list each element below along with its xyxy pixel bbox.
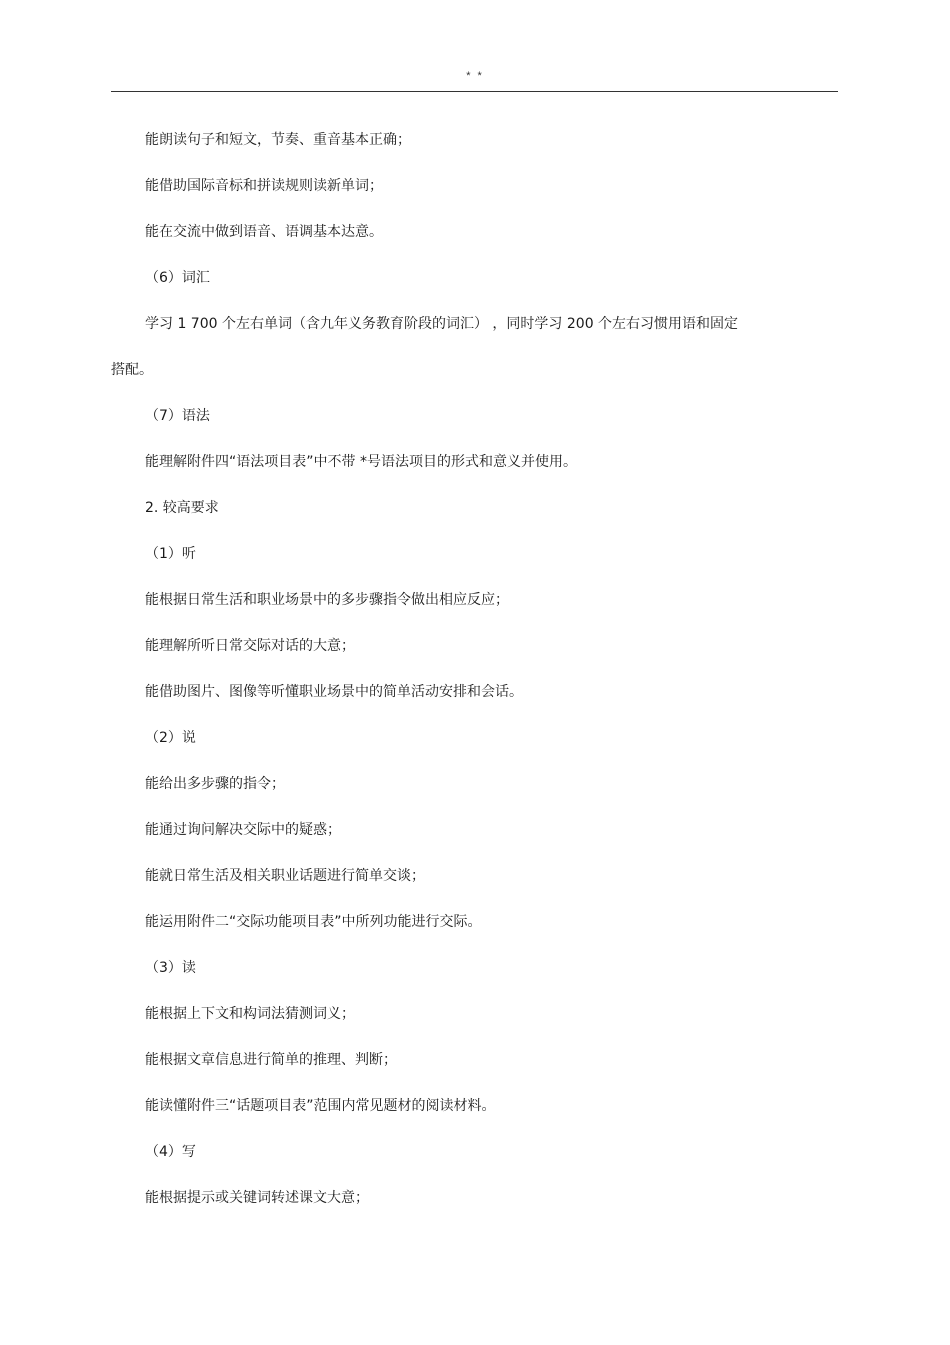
text-line: 能运用附件二“交际功能项目表”中所列功能进行交际。: [145, 914, 482, 930]
section-heading: （4）写: [145, 1144, 196, 1160]
text-line: 能借助图片、图像等听懂职业场景中的简单活动安排和会话。: [145, 684, 523, 700]
text-line: 能根据文章信息进行简单的推理、判断；: [145, 1052, 397, 1068]
text-line: 能理解附件四“语法项目表”中不带 *号语法项目的形式和意义并使用。: [145, 454, 577, 470]
text-line: 能就日常生活及相关职业话题进行简单交谈；: [145, 868, 425, 884]
section-heading: （1）听: [145, 546, 196, 562]
text-line: 能通过询问解决交际中的疑惑；: [145, 822, 341, 838]
header-rule: [111, 91, 838, 92]
text-line: 能根据日常生活和职业场景中的多步骤指令做出相应反应；: [145, 592, 509, 608]
text-line-continuation: 搭配。: [111, 362, 153, 378]
text-line: 能根据提示或关键词转述课文大意；: [145, 1190, 369, 1206]
section-heading: （3）读: [145, 960, 196, 976]
text-line: 能理解所听日常交际对话的大意；: [145, 638, 355, 654]
text-line: 能借助国际音标和拼读规则读新单词；: [145, 178, 383, 194]
text-line: 学习 1 700 个左右单词（含九年义务教育阶段的词汇） ，同时学习 200 个左右习惯用语和固定: [145, 316, 739, 332]
text-line: 能读懂附件三“话题项目表”范围内常见题材的阅读材料。: [145, 1098, 496, 1114]
header-mark: * *: [466, 70, 484, 82]
section-heading: （6）词汇: [145, 270, 210, 286]
text-line: 能在交流中做到语音、语调基本达意。: [145, 224, 383, 240]
text-line: 能给出多步骤的指令；: [145, 776, 285, 792]
section-heading: （2）说: [145, 730, 196, 746]
section-heading: 2. 较高要求: [145, 500, 219, 516]
text-line: 能根据上下文和构词法猜测词义；: [145, 1006, 355, 1022]
section-heading: （7）语法: [145, 408, 210, 424]
text-line: 能朗读句子和短文，节奏、重音基本正确；: [145, 132, 411, 148]
